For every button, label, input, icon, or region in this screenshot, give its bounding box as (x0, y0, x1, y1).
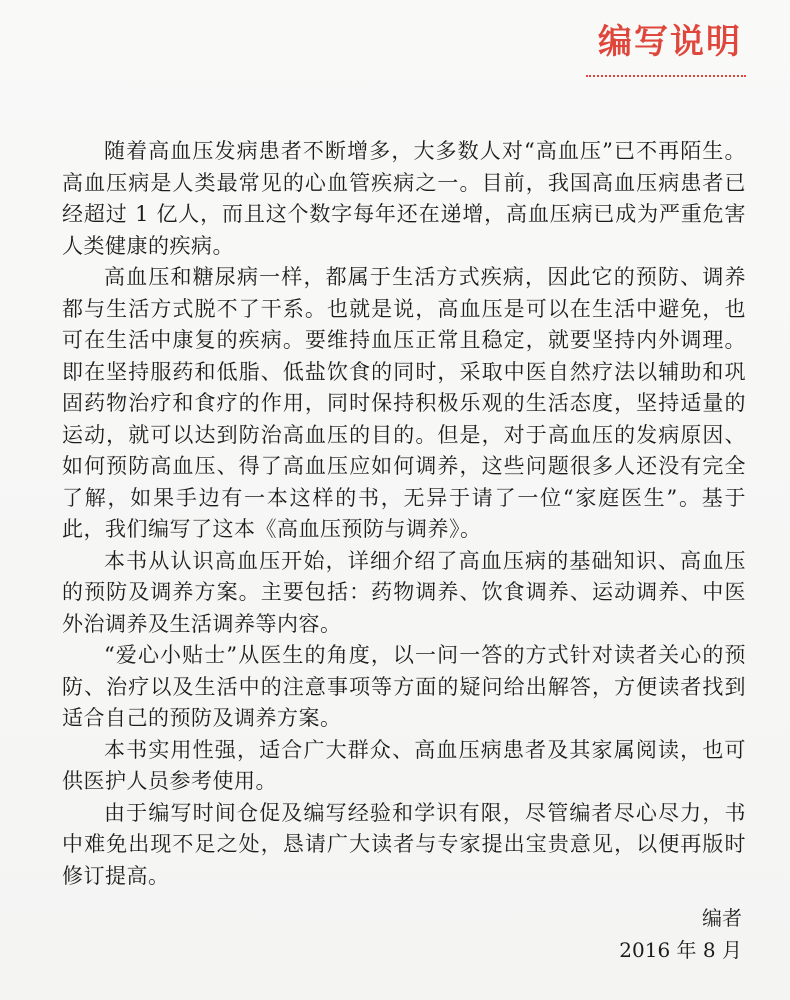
signature-date: 2016 年 8 月 (619, 938, 742, 962)
page-title: 编写说明 (598, 22, 742, 62)
paragraph-contents: 本书从认识高血压开始，详细介绍了高血压病的基础知识、高血压的预防及调养方案。主要包括：药物调养、饮食调养、运动调养、中医外治调养及生活调养等内容。 (62, 548, 746, 636)
body-text (62, 136, 746, 892)
paragraph-intro: 随着高血压发病患者不断增多，大多数人对“高血压”已不再陌生。高血压病是人类最常见的心血管疾病之一。目前，我国高血压病患者已经超过 1 亿人，而且这个数字每年还在递增，高血压病已成为严重危害人类健康的疾病。 (62, 139, 746, 258)
paragraph-audience: 本书实用性强，适合广大群众、高血压病患者及其家属阅读，也可供医护人员参考使用。 (62, 737, 746, 793)
signature-block (619, 902, 742, 966)
paragraph-lifestyle: 高血压和糖尿病一样，都属于生活方式疾病，因此它的预防、调养都与生活方式脱不了干系。也就是说，高血压是可以在生活中避免，也可在生活中康复的疾病。要维持血压正常且稳定，就要坚持内外调理。即在坚持服药和低脂、低盐饮食的同时，采取中医自然疗法以辅助和巩固药物治疗和食疗的作用，同时保持积极乐观的生活态度，坚持适量的运动，就可以达到防治高血压的目的。但是，对于高血压的发病原因、如何预防高血压、得了高血压应如何调养，这些问题很多人还没有完全了解，如果手边有一本这样的书，无异于请了一位“家庭医生”。基于此，我们编写了这本《高血压预防与调养》。 (62, 265, 746, 541)
title-dotted-rule (586, 75, 746, 77)
paragraph-disclaimer: 由于编写时间仓促及编写经验和学识有限，尽管编者尽心尽力，书中难免出现不足之处，恳请广大读者与专家提出宝贵意见，以便再版时修订提高。 (62, 800, 746, 888)
signature-author: 编者 (702, 906, 742, 930)
paragraph-tips: “爱心小贴士”从医生的角度，以一问一答的方式针对读者关心的预防、治疗以及生活中的注意事项等方面的疑问给出解答，方便读者找到适合自己的预防及调养方案。 (62, 643, 746, 730)
